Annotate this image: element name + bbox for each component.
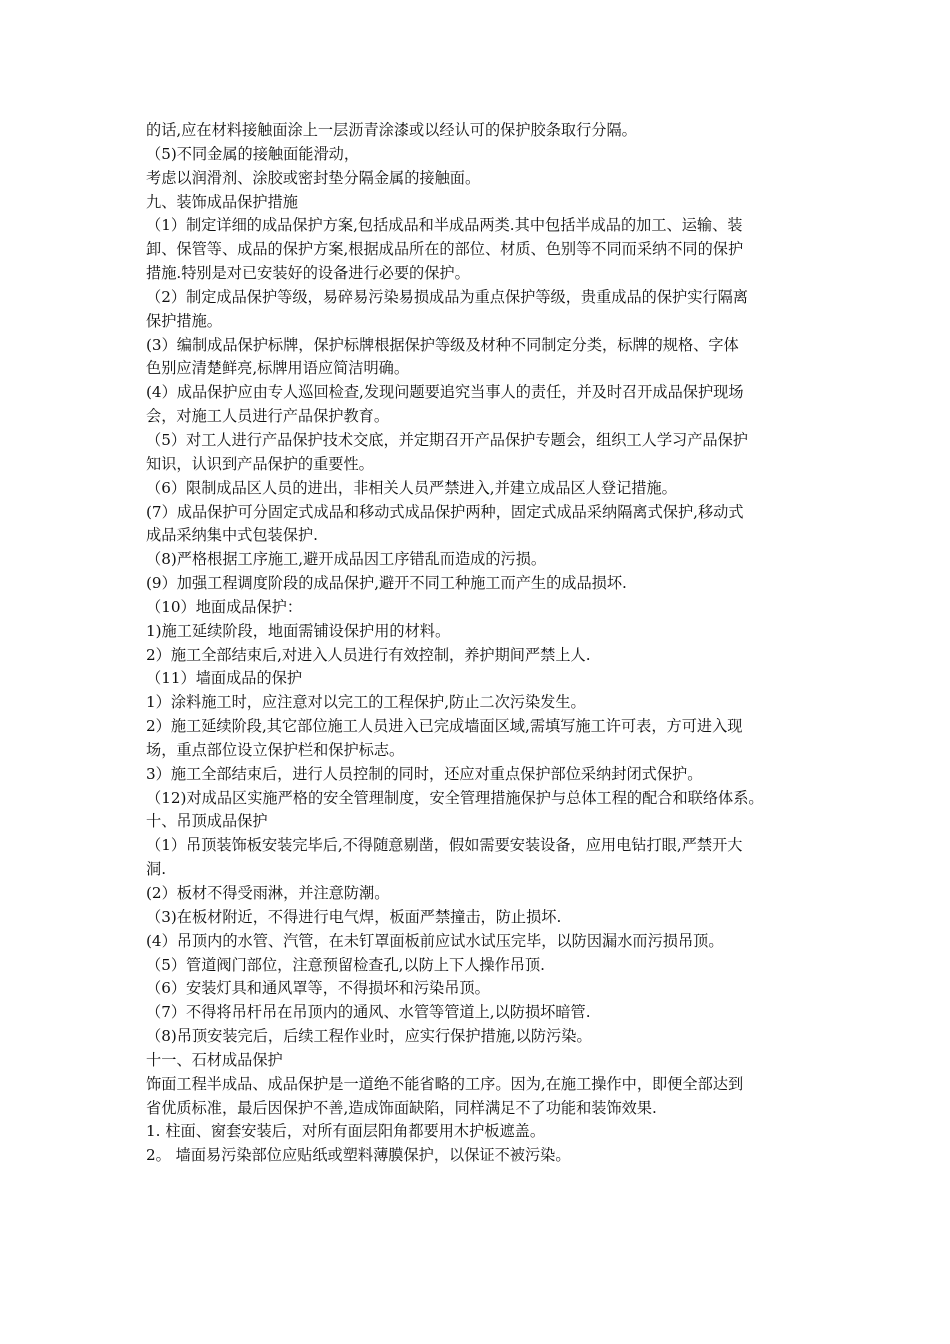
- text-line: 色别应清楚鲜亮,标牌用语应简洁明确。: [146, 359, 410, 378]
- text-line: 保护措施。: [146, 311, 222, 330]
- section-heading: 九、装饰成品保护措施: [146, 192, 298, 211]
- text-line: （8)吊顶安装完后，后续工程作业时，应实行保护措施,以防污染。: [146, 1027, 592, 1046]
- text-line: 考虑以润滑剂、涂胶或密封垫分隔金属的接触面。: [146, 168, 481, 187]
- text-line: 1. 柱面、窗套安装后，对所有面层阳角都要用木护板遮盖。: [146, 1122, 546, 1141]
- text-line: 知识，认识到产品保护的重要性。: [146, 454, 374, 473]
- text-line: 省优质标准，最后因保护不善,造成饰面缺陷，同样满足不了功能和装饰效果.: [146, 1098, 657, 1117]
- text-line: （10）地面成品保护：: [146, 597, 303, 616]
- text-line: (7）成品保护可分固定式成品和移动式成品保护两种，固定式成品采纳隔离式保护,移动式: [146, 502, 744, 521]
- text-line: （5）对工人进行产品保护技术交底，并定期召开产品保护专题会，组织工人学习产品保护: [146, 430, 748, 449]
- text-line: (9）加强工程调度阶段的成品保护,避开不同工种施工而产生的成品损坏.: [146, 574, 627, 593]
- text-line: 会，对施工人员进行产品保护教育。: [146, 407, 389, 426]
- text-line: （5)不同金属的接触面能滑动，: [146, 144, 360, 163]
- text-line: 卸、保管等、成品的保护方案,根据成品所在的部位、材质、色别等不同而采纳不同的保护: [146, 240, 744, 259]
- text-line: （2）制定成品保护等级，易碎易污染易损成品为重点保护等级，贵重成品的保护实行隔离: [146, 287, 748, 306]
- text-line: 饰面工程半成品、成品保护是一道绝不能省略的工序。因为,在施工操作中，即便全部达到: [146, 1074, 744, 1093]
- text-line: 措施.特别是对已安装好的设备进行必要的保护。: [146, 264, 470, 283]
- text-line: 2）施工全部结束后,对进入人员进行有效控制，养护期间严禁上人.: [146, 645, 591, 664]
- text-line: 3）施工全部结束后，进行人员控制的同时，还应对重点保护部位采纳封闭式保护。: [146, 764, 703, 783]
- text-line: （1）制定详细的成品保护方案,包括成品和半成品两类.其中包括半成品的加工、运输、装: [146, 216, 743, 235]
- text-line: （11）墙面成品的保护: [146, 669, 303, 688]
- text-line: 的话,应在材料接触面涂上一层沥青涂漆或以经认可的保护胶条取行分隔。: [146, 121, 637, 139]
- text-line: （8)严格根据工序施工,避开成品因工序错乱而造成的污损。: [146, 550, 547, 569]
- text-line: （6）安装灯具和通风罩等，不得损坏和污染吊顶。: [146, 979, 490, 998]
- text-line: (4）吊顶内的水管、汽管，在未钉罩面板前应试水试压完毕，以防因漏水而污损吊顶。: [146, 931, 724, 950]
- text-line: （12)对成品区实施严格的安全管理制度，安全管理措施保护与总体工程的配合和联络体系。: [146, 788, 764, 807]
- text-line: （5）管道阀门部位，注意预留检查孔,以防上下人操作吊顶.: [146, 955, 546, 974]
- text-line: 1)施工延续阶段，地面需铺设保护用的材料。: [146, 621, 451, 640]
- text-line: 成品采纳集中式包装保护.: [146, 526, 318, 545]
- text-line: （1）吊顶装饰板安装完毕后,不得随意剔凿，假如需要安装设备，应用电钻打眼,严禁开大: [146, 836, 743, 855]
- text-line: 洞.: [146, 860, 167, 879]
- text-line: 1）涂料施工时，应注意对以完工的工程保护,防止二次污染发生。: [146, 693, 586, 712]
- document-body: [146, 119, 826, 1168]
- text-line: (4）成品保护应由专人巡回检查,发现问题要追究当事人的责任，并及时召开成品保护现场: [146, 383, 744, 402]
- text-line: 场，重点部位设立保护栏和保护标志。: [146, 740, 405, 759]
- text-line: 2。 墙面易污染部位应贴纸或塑料薄膜保护，以保证不被污染。: [146, 1146, 571, 1165]
- text-line: （7）不得将吊杆吊在吊顶内的通风、水管等管道上,以防损坏暗管.: [146, 1003, 591, 1022]
- text-line: 2）施工延续阶段,其它部位施工人员进入已完成墙面区域,需填写施工许可表，方可进入现: [146, 717, 743, 736]
- section-heading: 十、吊顶成品保护: [146, 812, 268, 831]
- text-line: （6）限制成品区人员的进出，非相关人员严禁进入,并建立成品区人登记措施。: [146, 478, 677, 497]
- section-heading: 十一、石材成品保护: [146, 1050, 283, 1069]
- text-line: (3）编制成品保护标牌，保护标牌根据保护等级及材种不同制定分类，标牌的规格、字体: [146, 335, 739, 354]
- text-line: (2）板材不得受雨淋，并注意防潮。: [146, 884, 390, 902]
- text-line: （3)在板材附近，不得进行电气焊，板面严禁撞击，防止损坏.: [146, 907, 562, 926]
